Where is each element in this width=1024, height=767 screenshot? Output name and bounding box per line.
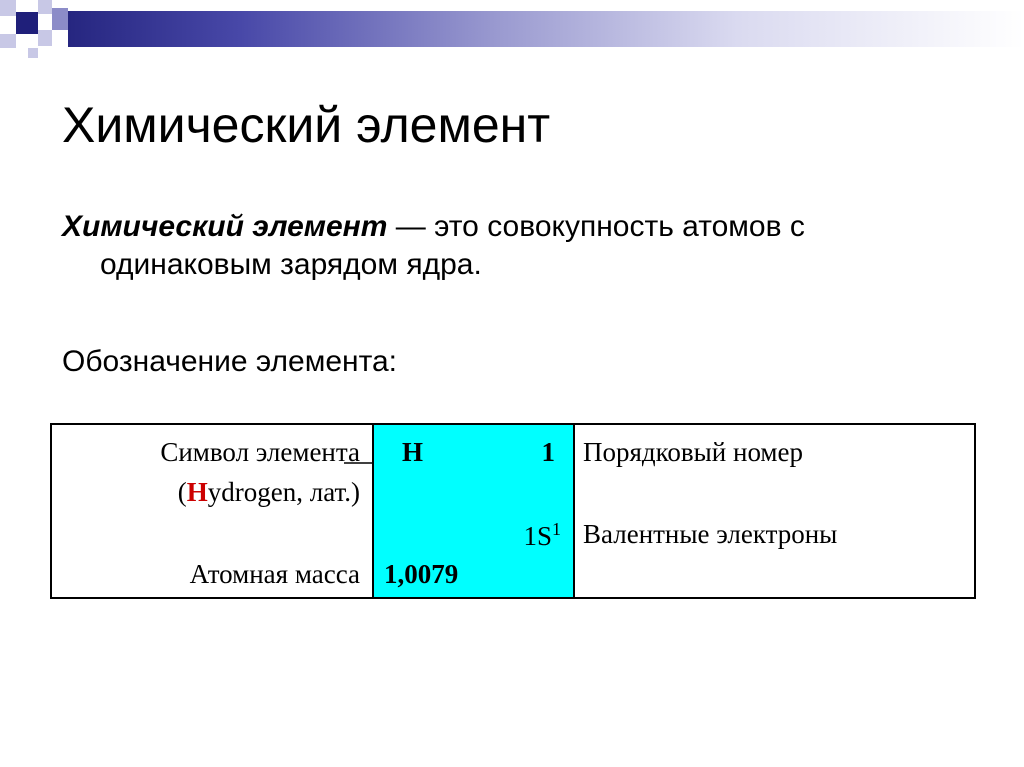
left-labels-column bbox=[52, 425, 372, 597]
atomic-number: 1 bbox=[541, 437, 555, 467]
deco-square bbox=[28, 48, 38, 58]
latin-open-paren: ( bbox=[177, 477, 187, 507]
deco-square bbox=[0, 34, 16, 48]
deco-square bbox=[52, 8, 68, 30]
deco-square bbox=[0, 0, 16, 16]
designation-heading: Обозначение элемента: bbox=[62, 345, 398, 378]
definition-text-line1: это совокупность атомов с bbox=[434, 210, 805, 243]
definition-paragraph bbox=[62, 208, 962, 284]
symbol-label: Символ элемента bbox=[160, 437, 360, 467]
element-designation-table bbox=[50, 423, 976, 599]
valence-base: 1S bbox=[523, 521, 552, 551]
valence-label: Валентные электроны bbox=[583, 519, 838, 549]
atomic-mass-label: Атомная масса bbox=[189, 559, 360, 589]
latin-name-rest: ydrogen, лат.) bbox=[207, 477, 360, 507]
valence-electrons bbox=[523, 519, 561, 552]
definition-dash: — bbox=[387, 210, 435, 243]
valence-superscript: 1 bbox=[552, 519, 561, 539]
header-gradient-bar bbox=[68, 11, 1024, 47]
element-symbol-cell bbox=[372, 425, 575, 597]
right-labels-column bbox=[573, 425, 976, 597]
definition-text-line2: одинаковым зарядом ядра. bbox=[100, 248, 482, 281]
latin-name-label bbox=[178, 477, 360, 508]
deco-square bbox=[38, 30, 52, 46]
element-symbol: H bbox=[402, 437, 424, 467]
definition-term: Химический элемент bbox=[62, 210, 388, 243]
latin-first-letter: H bbox=[186, 477, 208, 507]
deco-square bbox=[16, 12, 38, 34]
slide-title: Химический элемент bbox=[62, 97, 551, 153]
deco-square bbox=[38, 0, 52, 14]
atomic-mass-value: 1,0079 bbox=[384, 559, 459, 589]
header-decoration bbox=[0, 0, 1024, 60]
atomic-number-label: Порядковый номер bbox=[583, 437, 803, 467]
